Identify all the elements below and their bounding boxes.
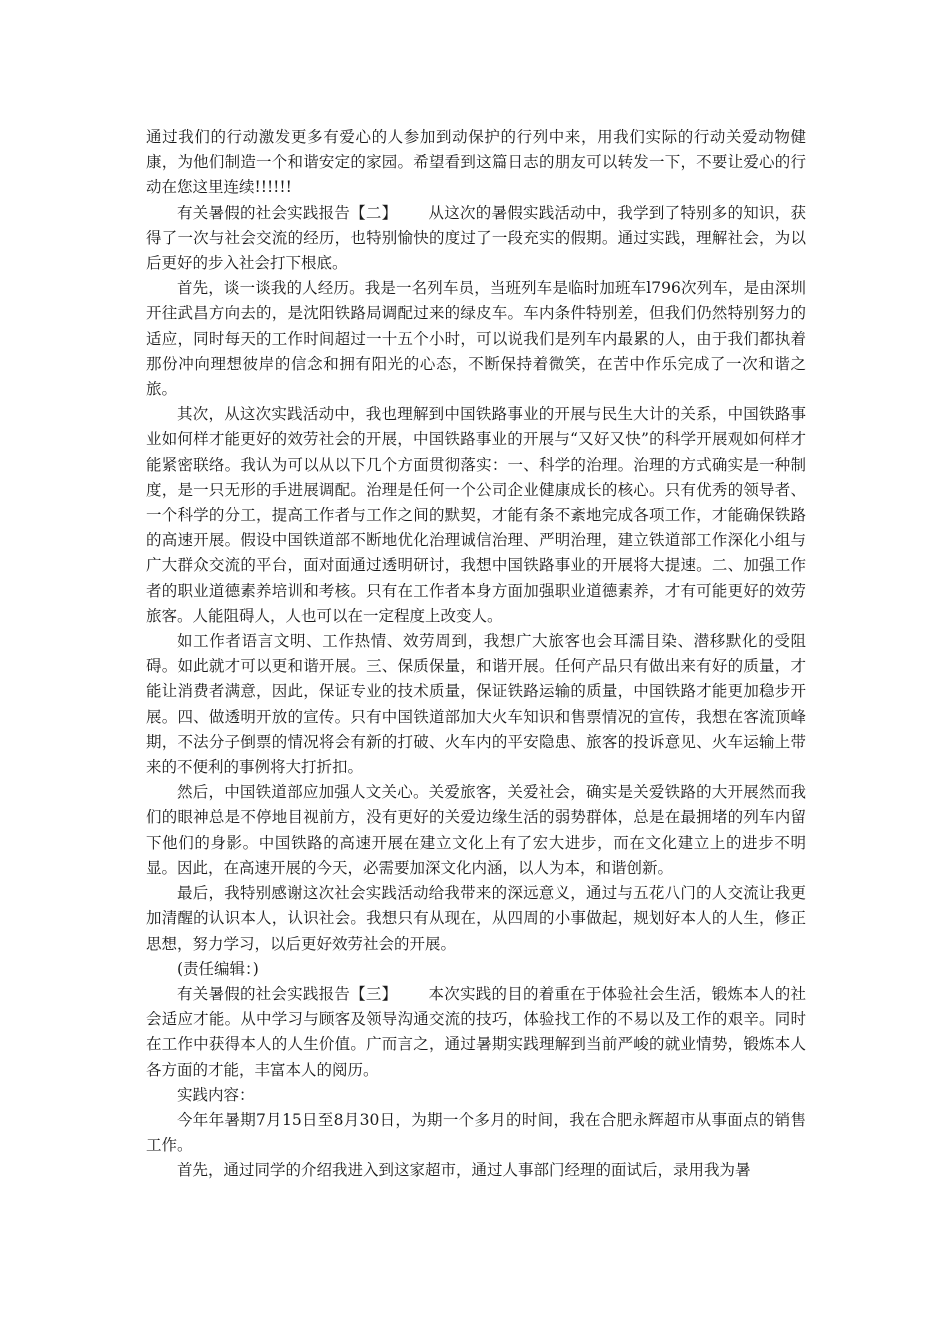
paragraph <box>146 1158 806 1183</box>
paragraph <box>146 629 806 780</box>
paragraph-text: 首先，通过同学的介绍我进入到这家超市，通过人事部门经理的面试后，录用我为暑 <box>177 1161 751 1180</box>
paragraph-text: (责任编辑：) <box>177 959 259 978</box>
section-heading: 有关暑假的社会实践报告【二】 <box>177 203 398 222</box>
paragraph-text: 首先，谈一谈我的人经历。我是一名列车员，当班列车是临时加班车l796次列车，是由深圳开往武昌方向去的，是沈阳铁路局调配过来的绿皮车。车内条件特别差，但我们仍然特别努力的适应，同时每天的工作时间超过一十五个小时，可以说我们是列车内最累的人，由于我们都执着那份冲向理想彼岸的信念和拥有阳光的心态，不断保持着微笑，在苦中作乐完成了一次和谐之旅。 <box>146 279 806 399</box>
paragraph-text: 最后，我特别感谢这次社会实践活动给我带来的深远意义，通过与五花八门的人交流让我更加清醒的认识本人，认识社会。我想只有从现在，从四周的小事做起，规划好本人的人生，修正思想，努力学习，以后更好效劳社会的开展。 <box>146 884 806 953</box>
paragraph-text: 如工作者语言文明、工作热情、效劳周到，我想广大旅客也会耳濡目染、潜移默化的受阻碍。如此就才可以更和谐开展。三、保质保量，和谐开展。任何产品只有做出来有好的质量，才能让消费者满意，因此，保证专业的技术质量，保证铁路运输的质量，中国铁路才能更加稳步开展。四、做透明开放的宣传。只有中国铁道部加大火车知识和售票情况的宣传，我想在客流顶峰期，不法分子倒票的情况将会有新的打破、火车内的平安隐患、旅客的投诉意见、火车运输上带来的不便利的事例将大打折扣。 <box>146 632 806 777</box>
paragraph <box>146 276 806 402</box>
paragraph <box>146 881 806 957</box>
section-heading: 有关暑假的社会实践报告【三】 <box>177 984 398 1003</box>
paragraph <box>146 402 806 629</box>
paragraph-text: 本次实践的目的着重在于体验社会生活，锻炼本人的社会适应才能。从中学习与顾客及领导沟通交流的技巧，体验找工作的不易以及工作的艰辛。同时在工作中获得本人的人生价值。广而言之，通过暑期实践理解到当前严峻的就业情势，锻炼本人各方面的才能，丰富本人的阅历。 <box>146 984 806 1079</box>
editor-note <box>146 957 806 982</box>
paragraph-text: 今年年暑期7月15日至8月30日，为期一个多月的时间，我在合肥永辉超市从事面点的销售工作。 <box>146 1110 806 1155</box>
paragraph <box>146 125 806 201</box>
paragraph-text: 其次，从这次实践活动中，我也理解到中国铁路事业的开展与民生大计的关系，中国铁路事业如何样才能更好的效劳社会的开展，中国铁路事业的开展与“又好又快”的科学开展观如何样才能紧密联络。我认为可以从以下几个方面贯彻落实：一、科学的治理。治理的方式确实是一种制度，是一只无形的手进展调配。治理是任何一个公司企业健康成长的核心。只有优秀的领导者、一个科学的分工，提高工作者与工作之间的默契，才能有条不紊地完成各项工作，才能确保铁路的高速开展。假设中国铁道部不断地优化治理诚信治理、严明治理，建立铁道部工作深化小组与广大群众交流的平台，面对面通过透明研讨，我想中国铁路事业的开展将大提速。二、加强工作者的职业道德素养培训和考核。只有在工作者本身方面加强职业道德素养，才有可能更好的效劳旅客。人能阻碍人，人也可以在一定程度上改变人。 <box>146 405 806 625</box>
paragraph <box>146 780 806 881</box>
paragraph-text: 实践内容： <box>177 1085 255 1104</box>
document-page <box>146 125 806 1184</box>
paragraph <box>146 1108 806 1158</box>
paragraph-text: 从这次的暑假实践活动中，我学到了特别多的知识，获得了一次与社会交流的经历，也特别愉快的度过了一段充实的假期。通过实践，理解社会，为以后更好的步入社会打下根底。 <box>146 203 806 273</box>
paragraph <box>146 201 806 277</box>
paragraph-text: 然后，中国铁道部应加强人文关心。关爱旅客，关爱社会，确实是关爱铁路的大开展然而我们的眼神总是不停地目视前方，没有更好的关爱边缘生活的弱势群体，总是在最拥堵的列车内留下他们的身影。中国铁路的高速开展在建立文化上有了宏大进步，而在文化建立上的进步不明显。因此，在高速开展的今天，必需要加深文化内涵，以人为本，和谐创新。 <box>146 783 806 877</box>
paragraph-text: 通过我们的行动激发更多有爱心的人参加到动保护的行列中来，用我们实际的行动关爱动物健康，为他们制造一个和谐安定的家园。希望看到这篇日志的朋友可以转发一下，不要让爱心的行动在您这里连续!!!!!! <box>146 128 806 197</box>
paragraph <box>146 982 806 1083</box>
paragraph <box>146 1083 806 1108</box>
